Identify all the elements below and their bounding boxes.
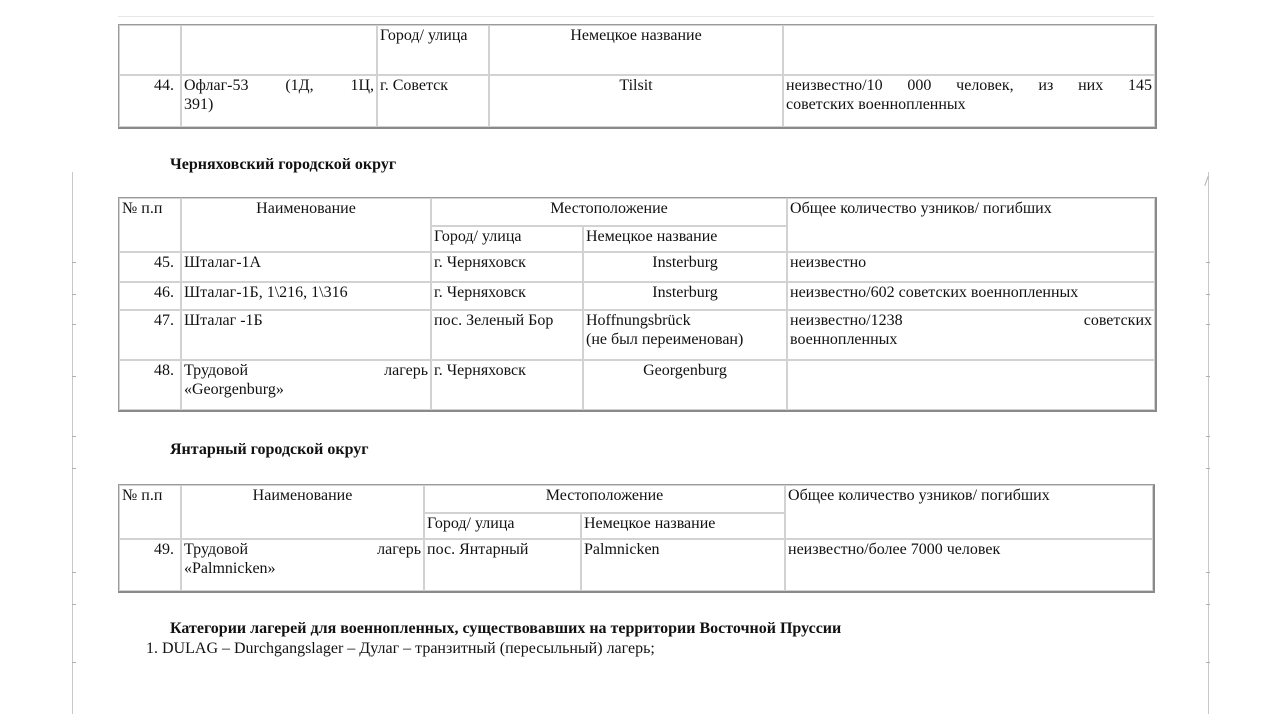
row-german-name-line1: Hoffnungsbrück: [586, 312, 691, 329]
row-name: [181, 75, 377, 127]
table-row: [119, 75, 1155, 127]
right-page-edge: [1208, 172, 1209, 714]
list-item: [146, 640, 655, 658]
header-name: Наименование: [181, 198, 431, 252]
margin-tick: [1206, 604, 1210, 605]
row-number: 44.: [119, 75, 181, 127]
list-item-text: DULAG – Durchgangslager – Дулаг – транзитный (пересыльный) лагерь;: [162, 640, 655, 657]
header-cell-empty: [783, 25, 1155, 75]
row-name: Шталаг-1А: [181, 252, 431, 282]
header-number: № п.п: [119, 198, 181, 252]
table-row: [119, 360, 1155, 410]
margin-tick: [1206, 376, 1210, 377]
margin-tick: [1206, 662, 1210, 663]
row-name-line1: Трудовой лагерь: [184, 541, 421, 558]
row-total: [783, 75, 1155, 127]
row-total-line2: военнопленных: [790, 331, 898, 348]
header-cell-empty: [119, 25, 181, 75]
margin-tick: [72, 376, 76, 377]
row-total: неизвестно/более 7000 человек: [785, 539, 1153, 591]
row-german-name: Palmnicken: [581, 539, 785, 591]
page-top-rule: [118, 16, 1154, 17]
margin-tick: [1206, 324, 1210, 325]
table-row: [119, 539, 1153, 591]
row-number: 45.: [119, 252, 181, 282]
margin-tick: [72, 662, 76, 663]
margin-tick: [72, 294, 76, 295]
left-page-edge: [72, 172, 73, 714]
row-total: неизвестно: [787, 252, 1155, 282]
row-german-name: Insterburg: [583, 282, 787, 310]
margin-tick: [1206, 436, 1210, 437]
header-total: Общее количество узников/ погибших: [787, 198, 1155, 252]
row-name-line2: «Georgenburg»: [184, 381, 284, 398]
margin-tick: [72, 324, 76, 325]
list-item-number: 1.: [146, 640, 158, 657]
row-german-name: Georgenburg: [583, 360, 787, 410]
table-header-row: [119, 485, 1153, 513]
header-german-name: Немецкое название: [489, 25, 783, 75]
row-city: г. Черняховск: [431, 282, 583, 310]
header-city: Город/ улица: [431, 226, 583, 252]
row-total-line1: неизвестно/1238 советских: [790, 312, 1153, 329]
header-german-name: Немецкое название: [583, 226, 787, 252]
header-german-name: Немецкое название: [581, 513, 785, 539]
row-total: [787, 360, 1155, 410]
row-name-line2: 391): [184, 96, 214, 113]
row-name: [181, 360, 431, 410]
row-number: 48.: [119, 360, 181, 410]
row-city: г. Черняховск: [431, 360, 583, 410]
row-name: Шталаг -1Б: [181, 310, 431, 360]
table-header-row: [119, 25, 1155, 75]
row-total: [787, 310, 1155, 360]
table-row: [119, 282, 1155, 310]
header-city: Город/ улица: [377, 25, 489, 75]
margin-tick: [72, 436, 76, 437]
row-city: пос. Янтарный: [424, 539, 581, 591]
section-heading-yantarny: Янтарный городской округ: [170, 441, 369, 458]
table-row: [119, 252, 1155, 282]
table-row: [119, 310, 1155, 360]
row-total-line1: неизвестно/10 000 человек, из них 145: [786, 77, 1152, 94]
row-total-line2: советских военнопленных: [786, 96, 966, 113]
row-name-line1: Трудовой лагерь: [184, 362, 428, 379]
yantarny-camps-table: [118, 484, 1155, 593]
section-heading-chernyakhovsk: Черняховский городской округ: [170, 156, 397, 173]
row-german-name-line2: (не был переименован): [586, 331, 744, 348]
margin-tick: [1206, 572, 1210, 573]
margin-tick: [1206, 262, 1210, 263]
margin-tick: [1206, 294, 1210, 295]
row-city: пос. Зеленый Бор: [431, 310, 583, 360]
header-number: № п.п: [119, 485, 181, 539]
header-cell-empty: [181, 25, 377, 75]
row-number: 47.: [119, 310, 181, 360]
header-name: Наименование: [181, 485, 424, 539]
header-location: Местоположение: [424, 485, 785, 513]
row-city: г. Черняховск: [431, 252, 583, 282]
header-total: Общее количество узников/ погибших: [785, 485, 1153, 539]
row-number: 49.: [119, 539, 181, 591]
row-german-name: Tilsit: [489, 75, 783, 127]
chernyakhovsk-camps-table: [118, 197, 1157, 412]
row-name-line1: Офлаг-53 (1Д, 1Ц,: [184, 77, 374, 94]
margin-tick: [1206, 468, 1210, 469]
margin-tick: [72, 262, 76, 263]
row-total: неизвестно/602 советских военнопленных: [787, 282, 1155, 310]
row-german-name: Insterburg: [583, 252, 787, 282]
row-name: Шталаг-1Б, 1\216, 1\316: [181, 282, 431, 310]
margin-tick: [72, 468, 76, 469]
table-header-row: [119, 198, 1155, 226]
margin-tick: [72, 572, 76, 573]
row-city: г. Советск: [377, 75, 489, 127]
row-name: [181, 539, 424, 591]
row-number: 46.: [119, 282, 181, 310]
camps-table-continuation: [118, 24, 1157, 129]
row-name-line2: «Palmnicken»: [184, 560, 276, 577]
margin-tick: [72, 604, 76, 605]
header-location: Местоположение: [431, 198, 787, 226]
row-german-name: [583, 310, 787, 360]
section-heading-camp-categories: Категории лагерей для военнопленных, существовавших на территории Восточной Пруссии: [170, 620, 842, 637]
header-city: Город/ улица: [424, 513, 581, 539]
